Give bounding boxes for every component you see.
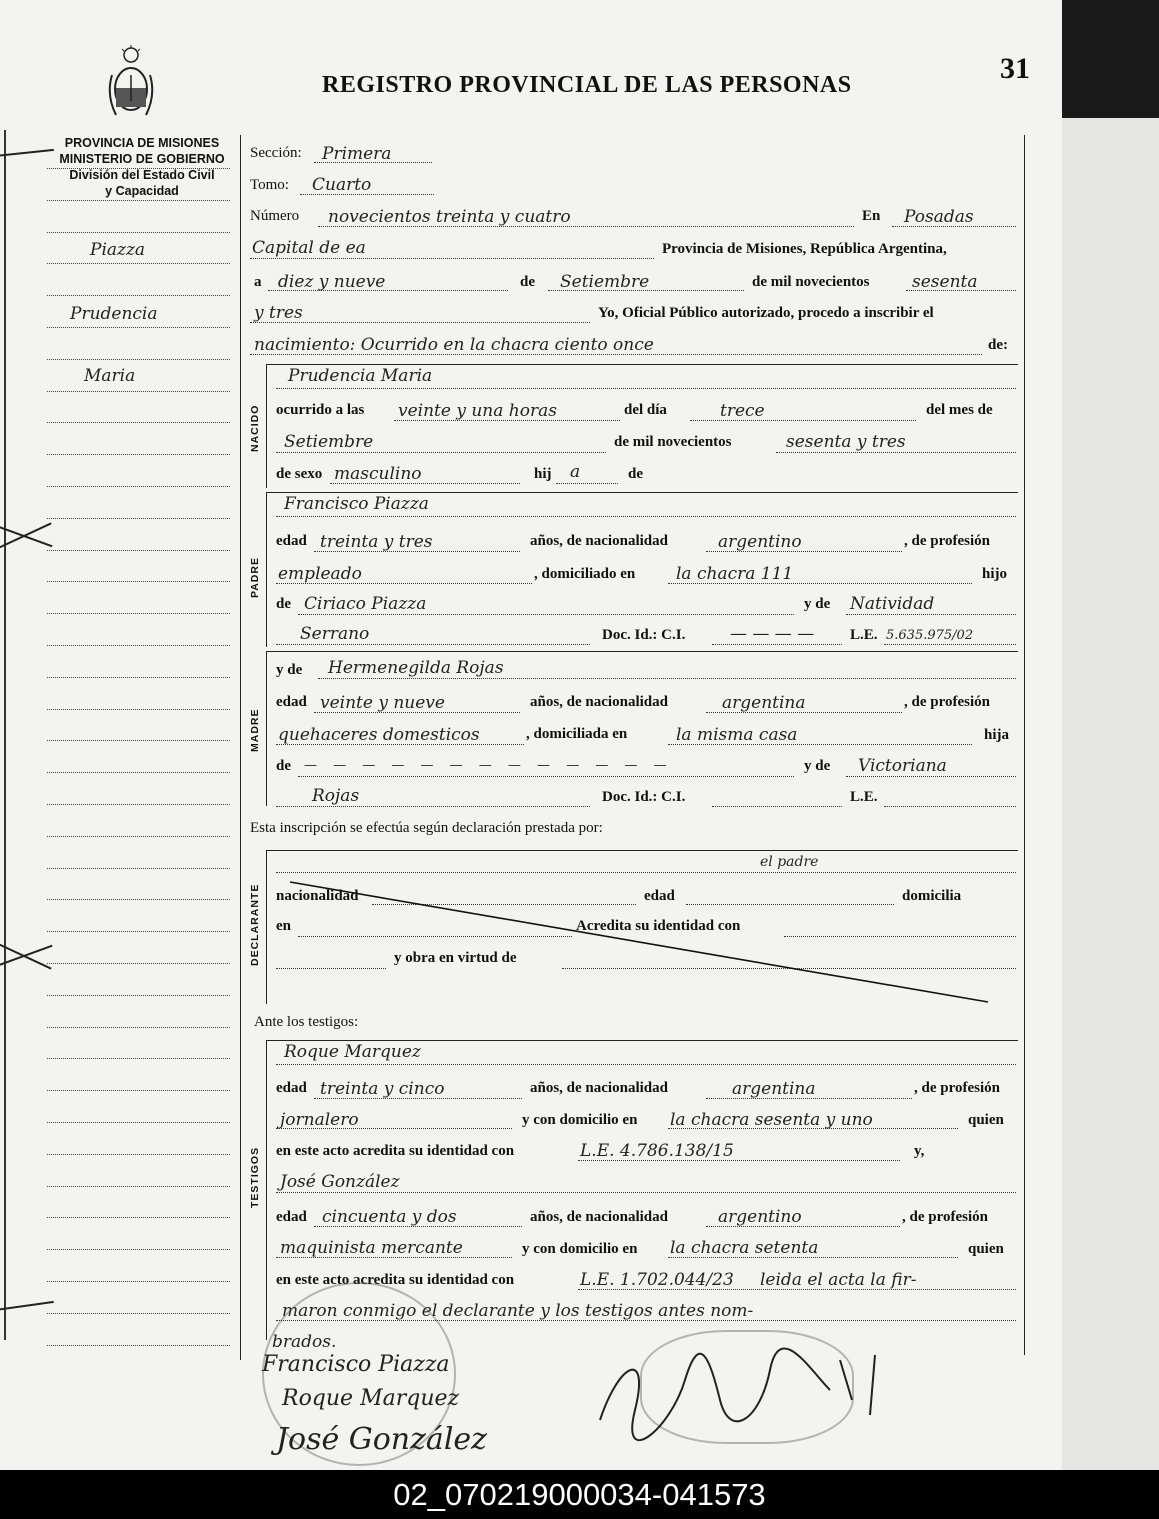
madre-anos-label: años, de nacionalidad xyxy=(530,694,668,710)
madre-edad-value: veinte y nueve xyxy=(320,693,445,713)
hija-label: hija xyxy=(984,727,1010,743)
madre-abuelo-value: — — — — — — — — — — — — — xyxy=(304,758,673,773)
madre-yde-label: y de xyxy=(276,662,303,678)
t1-prof-value: jornalero xyxy=(280,1110,359,1130)
scan-code: 02_070219000034-041573 xyxy=(393,1477,766,1512)
padre-nac-value: argentino xyxy=(718,532,802,552)
padre-de-label: de xyxy=(276,596,291,612)
t2-edad-label: edad xyxy=(276,1209,307,1225)
madre-name: Hermenegilda Rojas xyxy=(328,658,504,678)
madre-prof-label: , de profesión xyxy=(904,694,990,710)
hij-label: hij xyxy=(534,466,552,482)
t2-doc-value: L.E. 1.702.044/23 xyxy=(580,1270,734,1290)
t2-nac-value: argentino xyxy=(718,1207,802,1227)
padre-dom-label: , domiciliado en xyxy=(534,566,636,582)
madre-de-label: de xyxy=(276,758,291,774)
declaracion-text: Esta inscripción se efectúa según declaración prestada por: xyxy=(250,820,603,836)
en-value: Posadas xyxy=(904,207,974,227)
t1-doc-value: L.E. 4.786.138/15 xyxy=(580,1141,734,1161)
ocurrido-label: ocurrido a las xyxy=(276,402,365,418)
margin-surname: Piazza xyxy=(90,240,146,260)
t1-edad-label: edad xyxy=(276,1080,307,1096)
hijo-label: hijo xyxy=(982,566,1008,582)
closing-text-end: brados. xyxy=(272,1332,337,1352)
padre-prof-label: , de profesión xyxy=(904,533,990,549)
declarante-name: el padre xyxy=(760,854,819,870)
madre-yde2-label: y de xyxy=(804,758,831,774)
madre-dom-value: la misma casa xyxy=(676,725,798,745)
t1-y-label: y, xyxy=(914,1143,925,1159)
t1-nac-value: argentina xyxy=(732,1079,816,1099)
de-label: de xyxy=(520,274,535,290)
t1-prof-label: , de profesión xyxy=(914,1080,1000,1096)
t2-acredita-label: en este acto acredita su identidad con xyxy=(276,1272,515,1288)
margin-first-name: Prudencia xyxy=(70,304,158,324)
padre-le-value: 5.635.975/02 xyxy=(886,628,974,643)
mes-label: del mes de xyxy=(926,402,993,418)
hij-de-label: de xyxy=(628,466,643,482)
nacido-side-label: NACIDO xyxy=(249,404,261,452)
anio-value: sesenta xyxy=(912,272,978,292)
declarante-edad-label: edad xyxy=(644,888,675,904)
closing-text: maron conmigo el declarante y los testigos antes nom- xyxy=(282,1301,754,1321)
ministry-line: MINISTERIO DE GOBIERNO xyxy=(59,152,225,166)
abuela-value: Natividad xyxy=(850,594,935,614)
acto-value: nacimiento: Ocurrido en la chacra ciento once xyxy=(254,335,654,355)
t2-prof-label: , de profesión xyxy=(902,1209,988,1225)
t1-anos-label: años, de nacionalidad xyxy=(530,1080,668,1096)
margin-second-name: Maria xyxy=(84,366,136,386)
scan-border xyxy=(1062,0,1159,1470)
madre-abuela-value-cont: Rojas xyxy=(312,786,360,806)
madre-nac-value: argentina xyxy=(722,693,806,713)
t1-dom-value: la chacra sesenta y uno xyxy=(670,1110,873,1130)
horas-value: veinte y una horas xyxy=(398,401,557,421)
madre-prof-value: quehaceres domesticos xyxy=(278,725,480,745)
en-label: En xyxy=(862,208,881,224)
t1-edad-value: treinta y cinco xyxy=(320,1079,445,1099)
t2-prof-value: maquinista mercante xyxy=(280,1238,463,1258)
signature-witness-1: Roque Marquez xyxy=(282,1386,460,1411)
t1-acredita-label: en este acto acredita su identidad con xyxy=(276,1143,515,1159)
t1-quien-label: quien xyxy=(968,1112,1004,1128)
padre-le-label: L.E. xyxy=(850,627,878,643)
tomo-value: Cuarto xyxy=(312,175,372,195)
capital-value: Capital de ea xyxy=(252,238,366,258)
mes-value: Setiembre xyxy=(560,272,650,292)
t1-dom-label: y con domicilio en xyxy=(522,1112,638,1128)
tomo-label: Tomo: xyxy=(250,177,289,193)
seccion-value: Primera xyxy=(322,144,392,164)
document-title: REGISTRO PROVINCIAL DE LAS PERSONAS xyxy=(322,72,852,98)
madre-le-label: L.E. xyxy=(850,789,878,805)
padre-edad-value: treinta y tres xyxy=(320,532,433,552)
hij-value: a xyxy=(570,462,581,482)
t1-name: Roque Marquez xyxy=(284,1042,421,1062)
testigos-top-rule xyxy=(266,1040,1018,1041)
padre-doc-label: Doc. Id.: C.I. xyxy=(602,627,686,643)
declarante-side-label: DECLARANTE xyxy=(249,883,261,966)
testigos-rule xyxy=(266,1040,267,1340)
nacido-anio-value: sesenta y tres xyxy=(786,432,906,452)
madre-dom-label: , domiciliada en xyxy=(526,726,628,742)
t1-name-line xyxy=(276,1064,1016,1065)
testigos-ante-label: Ante los testigos: xyxy=(254,1014,359,1030)
sexo-label: de sexo xyxy=(276,466,323,482)
provincia-text: Provincia de Misiones, República Argentina, xyxy=(662,241,947,257)
division-line: División del Estado Civil xyxy=(69,168,215,182)
t2-name: José González xyxy=(280,1172,400,1192)
province-line: PROVINCIA DE MISIONES xyxy=(64,136,220,150)
declarante-nac-label: nacionalidad xyxy=(276,888,359,904)
nacido-name: Prudencia Maria xyxy=(288,366,433,386)
scan-footer xyxy=(0,1470,1159,1519)
officer-signature-icon xyxy=(590,1340,890,1450)
madre-edad-label: edad xyxy=(276,694,307,710)
del-dia-label: del día xyxy=(624,402,667,418)
t2-dom-label: y con domicilio en xyxy=(522,1241,638,1257)
sexo-value: masculino xyxy=(334,464,422,484)
signature-witness-2: José González xyxy=(276,1422,487,1457)
mil-label: de mil novecientos xyxy=(614,434,732,450)
dia-value: diez y nueve xyxy=(278,272,386,292)
signature-declarante: Francisco Piazza xyxy=(262,1352,450,1377)
oficial-text: Yo, Oficial Público autorizado, procedo a inscribir el xyxy=(598,305,934,321)
anio-value-cont: y tres xyxy=(254,303,303,323)
numero-value: novecientos treinta y cuatro xyxy=(328,207,571,227)
abuela-value-cont: Serrano xyxy=(300,624,370,644)
folio-number: 31 xyxy=(1000,52,1030,85)
nacido-dia-value: trece xyxy=(720,401,765,421)
padre-name: Francisco Piazza xyxy=(284,494,429,514)
t2-doc-continuation: leida el acta la fir- xyxy=(760,1270,917,1290)
padre-side-label: PADRE xyxy=(249,557,261,598)
seccion-label: Sección: xyxy=(250,145,302,161)
padre-prof-value: empleado xyxy=(278,564,362,584)
padre-yde-label: y de xyxy=(804,596,831,612)
nacido-mes-value: Setiembre xyxy=(284,432,374,452)
mil-text: de mil novecientos xyxy=(752,274,870,290)
a-label: a xyxy=(254,274,262,290)
padre-edad-label: edad xyxy=(276,533,307,549)
madre-side-label: MADRE xyxy=(249,708,261,752)
madre-abuela-value: Victoriana xyxy=(858,756,947,776)
padre-anos-label: años, de nacionalidad xyxy=(530,533,668,549)
padre-ci-value: — — — — xyxy=(730,624,815,644)
testigos-side-label: TESTIGOS xyxy=(249,1146,261,1208)
declarante-acredita-label: Acredita su identidad con xyxy=(576,918,741,934)
numero-label: Número xyxy=(250,208,300,224)
t2-dom-value: la chacra setenta xyxy=(670,1238,819,1258)
padre-dom-value: la chacra 111 xyxy=(676,564,794,584)
declarante-dom-label: domicilia xyxy=(902,888,962,904)
t2-edad-value: cincuenta y dos xyxy=(322,1207,457,1227)
madre-doc-label: Doc. Id.: C.I. xyxy=(602,789,686,805)
abuelo-value: Ciriaco Piazza xyxy=(304,594,427,614)
de-colon-label: de: xyxy=(988,337,1008,353)
capacity-line: y Capacidad xyxy=(105,184,179,198)
adjacent-page xyxy=(1062,118,1159,1470)
declarante-en-label: en xyxy=(276,918,291,934)
declarante-obra-label: y obra en virtud de xyxy=(394,950,517,966)
t2-anos-label: años, de nacionalidad xyxy=(530,1209,668,1225)
t2-quien-label: quien xyxy=(968,1241,1004,1257)
t2-name-line xyxy=(276,1192,1016,1193)
